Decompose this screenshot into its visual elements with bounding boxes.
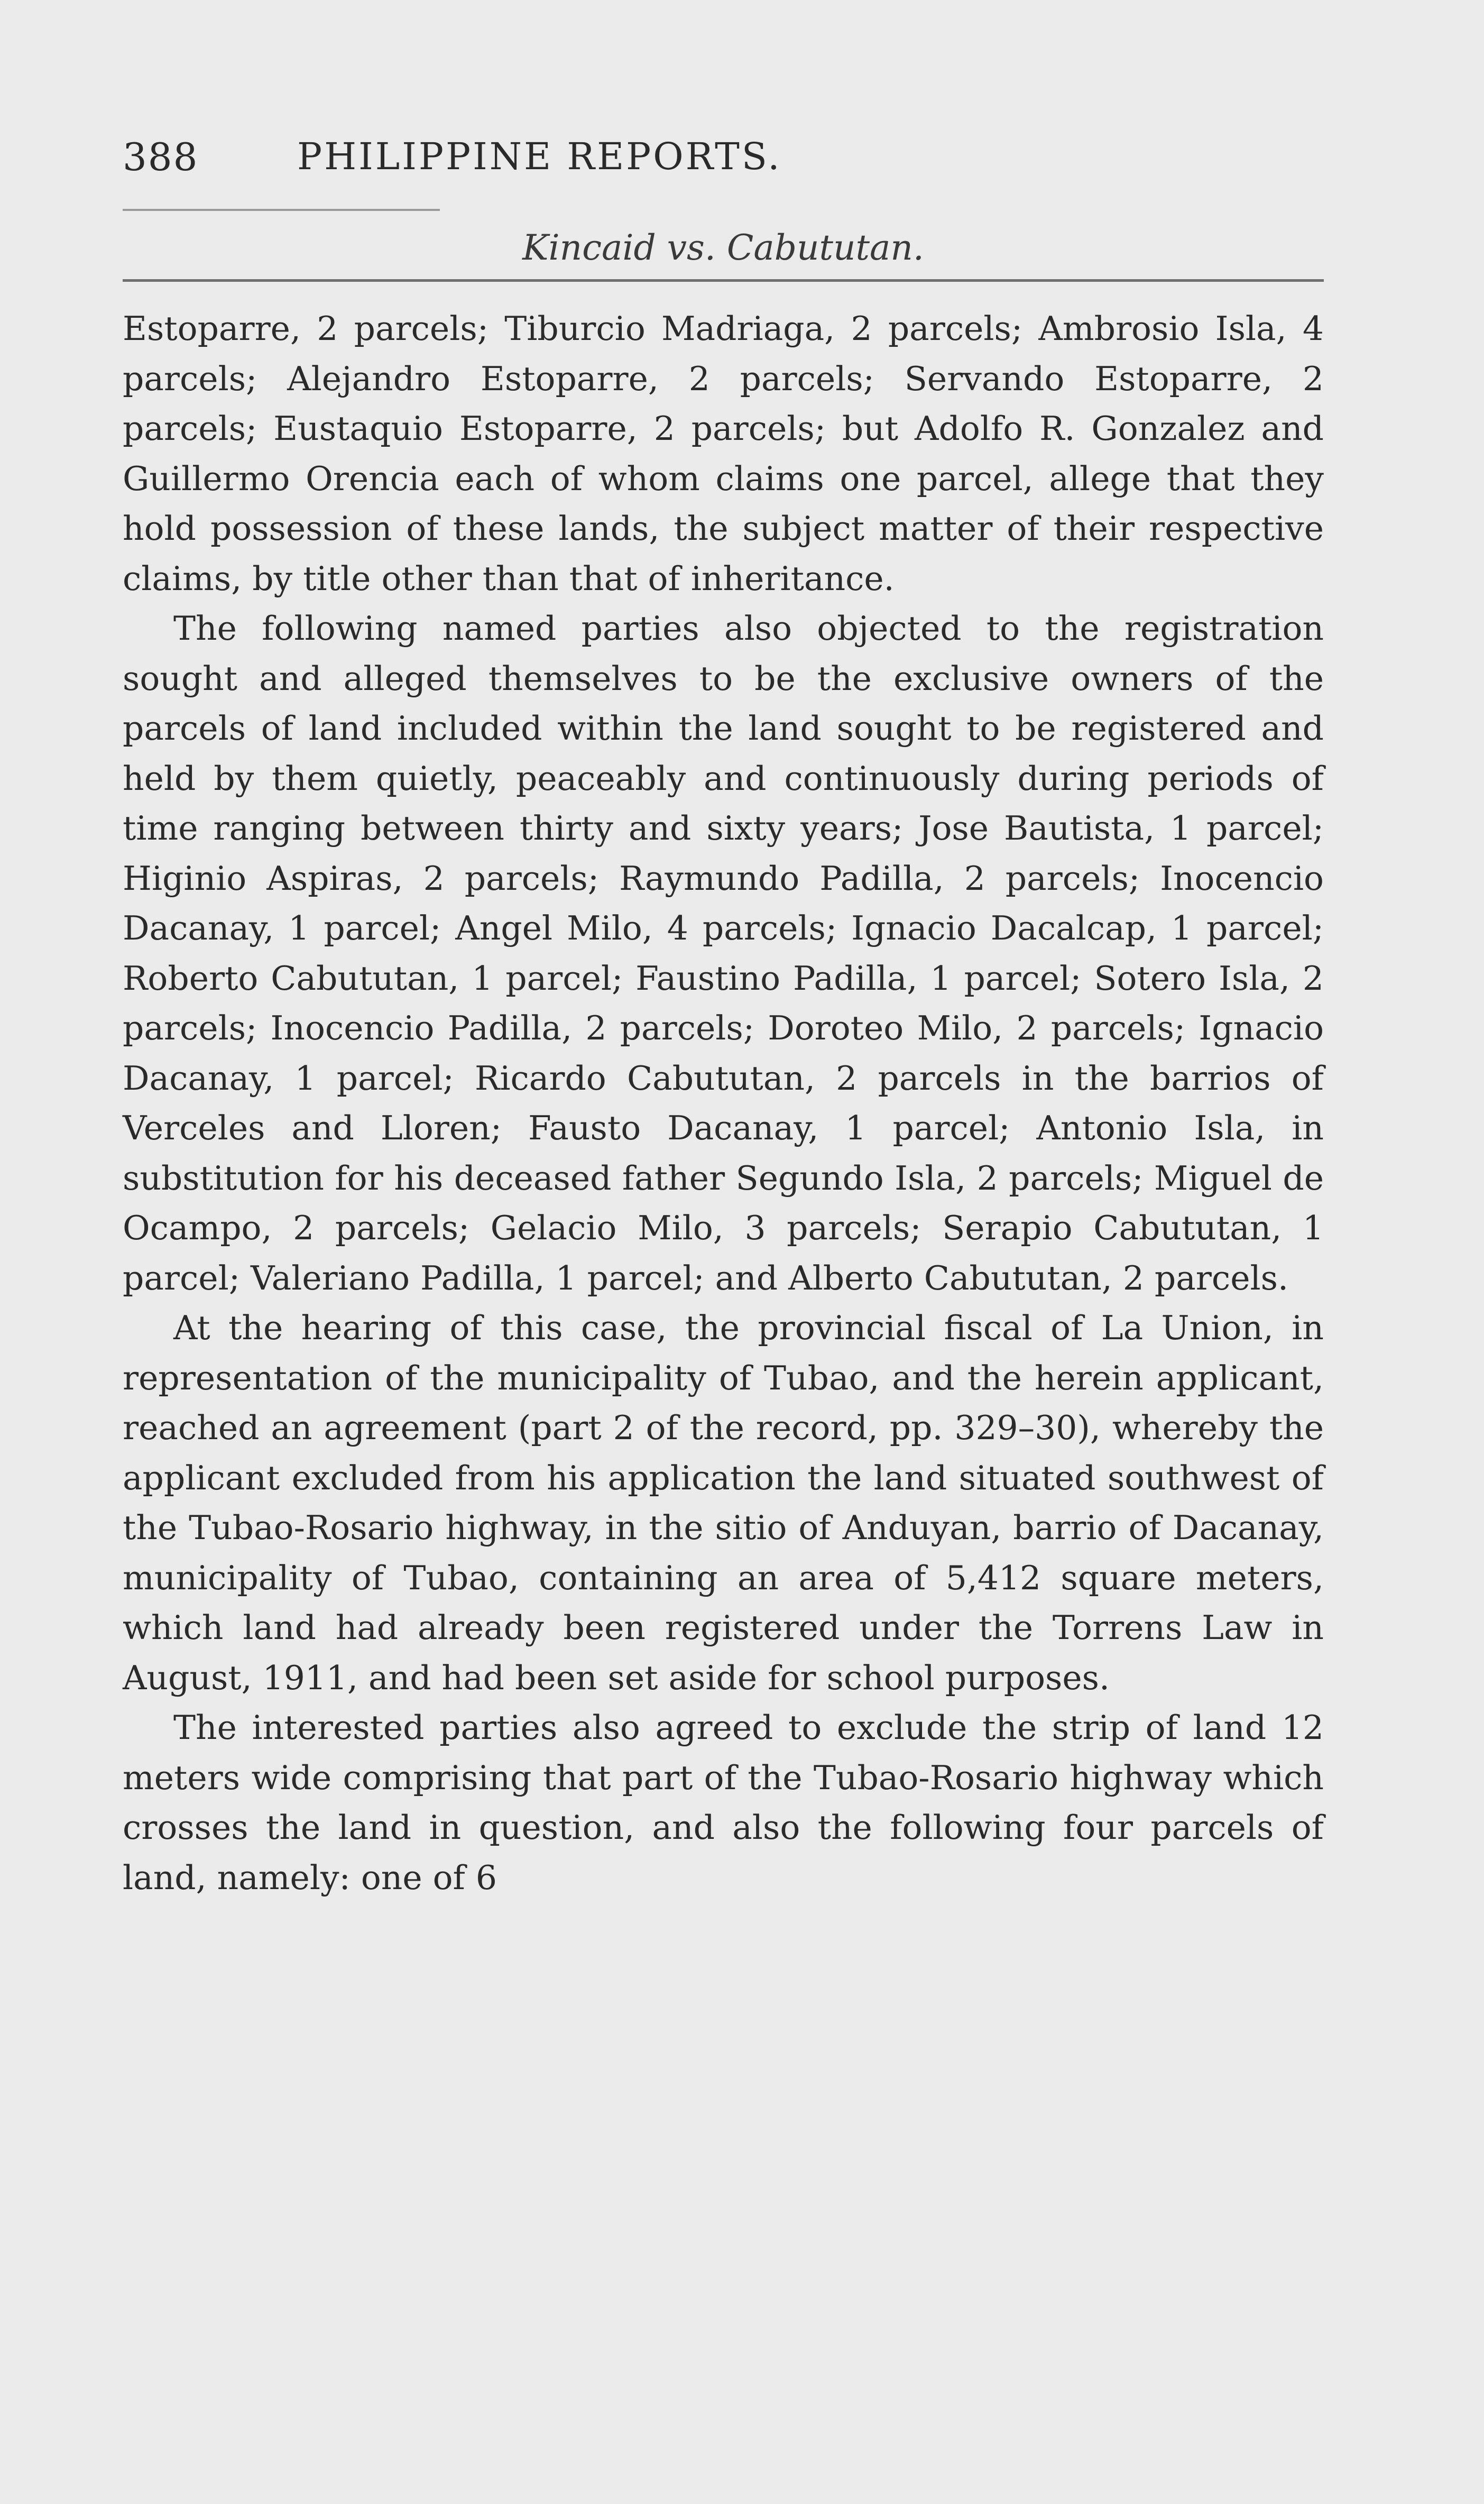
header-rule bbox=[123, 209, 440, 211]
case-title-rule bbox=[123, 279, 1324, 282]
paragraph-2: The following named parties also objected to the registration sought and alleged themselves to be the exclusive owners of the parcels of land included within the land sought to be registered and held by them quietly, peaceably and continuously during periods of time ranging between thirty and sixty years; Jose Bautista, 1 parcel; Higinio Aspiras, 2 parcels; Raymundo Padilla, 2 parcels; Inocencio Dacanay, 1 parcel; Angel Milo, 4 parcels; Ignacio Dacalcap, 1 parcel; Roberto Cabututan, 1 parcel; Faustino Padilla, 1 parcel; Sotero Isla, 2 parcels; Inocencio Padilla, 2 parcels; Doroteo Milo, 2 parcels; Ignacio Dacanay, 1 parcel; Ricardo Cabututan, 2 parcels in the barrios of Verceles and Lloren; Fausto Dacanay, 1 parcel; Antonio Isla, in substitution for his deceased father Segundo Isla, 2 parcels; Miguel de Ocampo, 2 parcels; Gelacio Milo, 3 parcels; Serapio Cabututan, 1 parcel; Valeriano Padilla, 1 parcel; and Alberto Cabututan, 2 parcels. bbox=[123, 609, 1324, 1297]
paragraph-1: Estoparre, 2 parcels; Tiburcio Madriaga, 2 parcels; Ambrosio Isla, 4 parcels; Alejandro Estoparre, 2 parcels; Servando Estoparre, 2 parcels; Eustaquio Estoparre, 2 parcels; but Adolfo R. Gonzalez and Guillermo Orencia each of whom claims one parcel, allege that they hold possession of these lands, the subject matter of their respective claims, by title other than that of inheritance. bbox=[123, 309, 1324, 598]
page-number: 388 bbox=[123, 135, 199, 179]
page-header bbox=[123, 135, 1324, 198]
paragraph-4: The interested parties also agreed to exclude the strip of land 12 meters wide comprising that part of the Tubao-Rosario highway which crosses the land in question, and also the following four parcels of land, namely: one of 6 bbox=[123, 1708, 1324, 1897]
paragraph-3: At the hearing of this case, the provincial fiscal of La Union, in representation of the municipality of Tubao, and the herein applicant, reached an agreement (part 2 of the record, pp. 329–30), whereby the applicant excluded from his application the land situated southwest of the Tubao-Rosario highway, in the sitio of Anduyan, barrio of Dacanay, municipality of Tubao, containing an area of 5,412 square meters, which land had already been registered under the Torrens Law in August, 1911, and had been set aside for school purposes. bbox=[123, 1309, 1324, 1697]
body-text bbox=[123, 304, 1324, 1903]
running-head: PHILIPPINE REPORTS. bbox=[297, 135, 782, 178]
case-title: Kincaid vs. Cabututan. bbox=[522, 227, 924, 268]
